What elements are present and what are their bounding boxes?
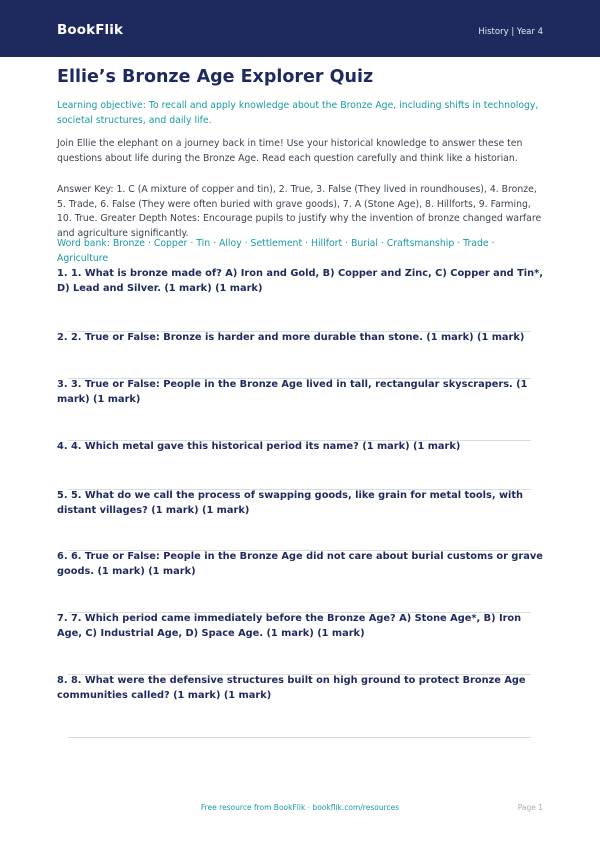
question-7: 7. 7. Which period came immediately before the Bronze Age? A) Stone Age*, B) Iron Age, C) Industrial Age, D) Space Age. (1 mark) (1 mark) [57,613,522,639]
question-5: 5. 5. What do we call the process of swapping goods, like grain for metal tools, with distant villages? (1 mark) (1 mark) [57,490,524,516]
page-header [0,0,600,57]
intro-paragraph: Join Ellie the elephant on a journey back in time! Use your historical knowledge to answer these ten questions about life during the Bronze Age. Read each question carefully and think like a historian. [57,138,523,164]
page-title: Ellie’s Bronze Age Explorer Quiz [57,67,374,87]
question-6: 6. 6. True or False: People in the Bronze Age did not care about burial customs or grave goods. (1 mark) (1 mark) [57,551,543,577]
question-3: 3. 3. True or False: People in the Bronze Age lived in tall, rectangular skyscrapers. (1 mark) (1 mark) [57,379,528,405]
learning-objective: Learning objective: To recall and apply knowledge about the Bronze Age, including shifts in technology, societal structures, and daily life. [57,100,539,126]
word-bank: Word bank: Bronze · Copper · Tin · Alloy · Settlement · Hillfort · Burial · Craftsmanship · Trade · Agriculture [57,238,495,264]
question-8: 8. 8. What were the defensive structures built on high ground to protect Bronze Age communities called? (1 mark) (1 mark) [57,675,526,701]
question-1: 1. 1. What is bronze made of? A) Iron and Gold, B) Copper and Zinc, C) Copper and Tin*, D) Lead and Silver. (1 mark) (1 mark) [57,268,543,294]
answer-line-8[interactable] [68,737,531,738]
page-number: Page 1 [517,803,543,812]
brand-logo[interactable]: BookFlik [57,22,124,38]
footer-resource-link[interactable]: Free resource from BookFlik · bookflik.com/resources [200,803,400,812]
subject-year-label: History | Year 4 [478,27,543,37]
answer-key: Answer Key: 1. C (A mixture of copper and tin), 2. True, 3. False (They lived in roundhouses), 4. Bronze, 5. Trade, 6. False (They were often buried with grave goods), 7. A (Stone Age), 8. Hillforts, 9. Farming, 10. True. Greater Depth Notes: Encourage pupils to justify why the invention of bronze changed warfare and agriculture significantly. [57,184,542,239]
question-4: 4. 4. Which metal gave this historical period its name? (1 mark) (1 mark) [57,441,461,452]
question-2: 2. 2. True or False: Bronze is harder and more durable than stone. (1 mark) (1 mark) [57,332,525,343]
